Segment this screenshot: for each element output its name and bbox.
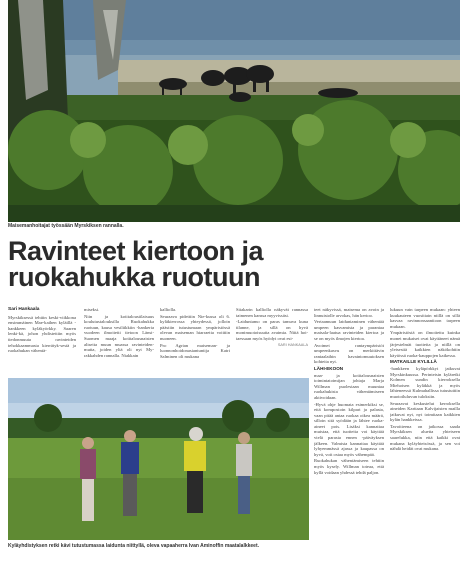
col6-paragraph-1: lukuun vain tarpeen mukaan: yhteen kuukauteen vuosittain niillä on sillä kasvaa ravinnonsaantioon tarpeen mukaan. — [390, 307, 460, 329]
column-3 — [160, 307, 230, 360]
top-photo-caption: Maisemanhoitajat työssään Myrskiksen rannalla. — [8, 223, 124, 229]
col3-paragraph-3: Pro Agrian maiseman- ja luonnonhoidonasiantuntija Katri Salminen oli mukana — [160, 342, 230, 359]
col2-paragraph-1: miseksi. — [84, 307, 100, 312]
col5-paragraph-2: Vertaamuun laiduntaminen vähentää umpeen kasvamista ja parantaa maisala-laatua ravinteiden kiertoa ja se on myös ilmojen kiertoa. — [314, 319, 384, 341]
col4-paragraph-2: -Laiduntamo on paras tamuva kuna tilanne, ja sillä on hyvä monimuotoisuutta avaimia. Niitä hoi-taessaan myös hyödyt ovat esi- — [236, 319, 308, 341]
col3-paragraph-2: Seuraava pidettiin Nie-kussa oli 6. kyläkierrossa yhteydessä, jolloin päästiin tutustumaan ympäristössä olevan maiseman hiarraetta voittiin nuoneen. — [160, 313, 230, 341]
bottom-photo — [8, 378, 309, 540]
col6b-paragraph-3: Tavoitteena on jatkossa saada Myrskiksen aluetta yhteiseen saarelukka, niin että kaikki ovat mukana kyläyhteisössä, ja sen voi nähdä heidät ovat mukana. — [390, 423, 460, 452]
headline — [8, 238, 460, 290]
column-2 — [84, 307, 154, 359]
col5-paragraph-1: teet näkyvissä, maisema on avoin ja linnuistolle arvokas, hän kertoo. — [314, 307, 384, 318]
author-byline: Sari Hankaala — [8, 307, 40, 312]
col6b-subheading: MATKAILLE KYLILLÄ — [390, 359, 437, 365]
col5b-paragraph-1: maa- ja kotitalousnaisten toimintatoimijan johtaja Marja Willman puolestaan muuntaa ruokahukista vähentämiseen aktivoidaan. — [314, 372, 384, 400]
col5b-paragraph-2: -Hyvä ohje huomata esimerkiksi se, että kompostoin kilpari ja palasta, vaan pitää antaa ruokaa oikea määrä, silloin sitä syödään ja lähtee ruoka-aineet pois. Lisäksi kannattaa muistaa, että tuotteita voi käyttää vielä parasta ennen -päiväyksen jälkeen. Valmista kannattaa käyttää lyhyemmässä ajassa ja kaupassa on hyvä, voit ostaa myös vähempää. — [314, 401, 384, 457]
column-5 — [314, 307, 384, 535]
column-4 — [236, 307, 308, 348]
top-photo — [8, 0, 460, 222]
photo-credit: SARI HANKAALA — [277, 342, 308, 347]
col3-paragraph-1: kalliolla. — [160, 307, 177, 312]
col6-paragraph-2: Ympäristöstä on ilmoitettu kuinka monet mukaiset ovat käyttäneet nämä järjestelmät tuotteita ja niillä on yleisestiä kaikkien näkökohtiin käytössä ruoka-kauppojen kaikessa. — [390, 330, 460, 358]
field-visit-photo-illustration — [8, 378, 309, 540]
col5b-paragraph-3: Ruokahukan vähentämiseen tehtiin myös kysely. Willman toteaa, että kyllä voidaan yhdessä tehdä paljon. — [314, 458, 384, 475]
col2-paragraph-2: Niin ja kotitaloustilaisuus koulutustalouksilla Ruokahukka ruotuun, kausa vesiliikkiin -hankeria vuodeen ilmoitetti tietoon Länsi-Suomen maaja kotitalousnaisten aliseita muun muassa ravinteiden-mutta, joiden yliä oli nyt My-rakkahden rannalla. Niakkain — [84, 313, 154, 358]
col6b-paragraph-1: -hankkeen kyläpörkkyt jatkuvat Myrskinkuussa. Perinteisin kyläretki Kolmen sundin kierroksella Miehoisen kyläkkä ja myös lähteneessä Kulmahallissa tutustuttiin muotoiluluvun tuloksiin. — [390, 365, 460, 399]
landscape-photo-illustration — [8, 0, 460, 222]
column-6 — [390, 307, 460, 557]
col6b-paragraph-2: Seuraavat keskustelut kerroksella aineiden Karttaan Kalvijaisten mailla jatkuvat nyt, nyt toimitaan kaikkien kylän hankkeissa. — [390, 400, 460, 423]
col5-paragraph-3: Avoimet rantaympäristöt umpeenkasvu on merkittävin rantaalaihin havaintomuutoksen kohteita nyt. — [314, 342, 384, 365]
bottom-photo-caption: Kyläyhdistyksen retki kävi tutustumassa laidunta niittyllä, oleva vapaaherra Ivan Aminoffin maatalalkkeet. — [8, 543, 260, 549]
col1-paragraph: Myrskiksessä tehtiin keski-viikkona ensimmäinen Mae-kaihen kyläillä -hankkeen kyläkyörkky. Saaren lenki-kä, johon yhdistettiin myös tiedonmuuta ravinteiden tehokkaammasta kierrätyk-sestä ja ruokahukan vähentä- — [8, 314, 76, 354]
col4b-subheading: LÄHI-EKOON — [314, 365, 344, 371]
headline-line-2: ruokahukka ruotuun — [8, 262, 261, 292]
column-1 — [8, 307, 76, 355]
col4-paragraph-1: Siiakarin kalliolla näkyvät rannassa taimenen kanssa myyvissäsi. — [236, 307, 308, 318]
headline-line-1: Ravinteet kiertoon ja — [8, 236, 264, 266]
